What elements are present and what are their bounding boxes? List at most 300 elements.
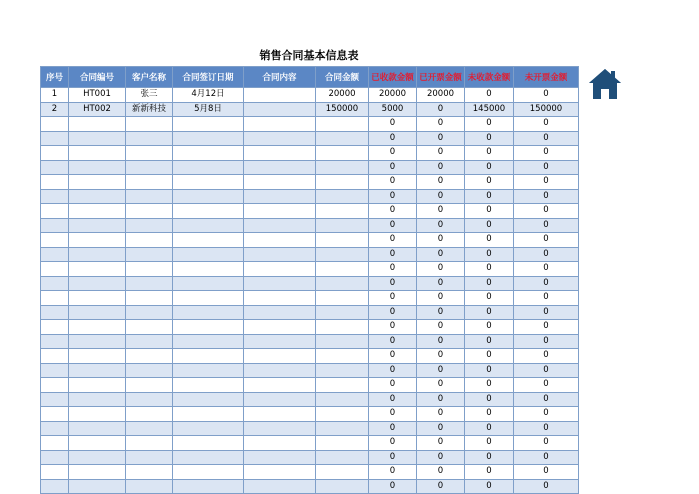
cell-customer[interactable] [126, 146, 173, 161]
cell-contract_no[interactable] [69, 276, 126, 291]
cell-amount[interactable] [316, 218, 369, 233]
cell-invoiced[interactable]: 0 [417, 392, 465, 407]
cell-contract_no[interactable] [69, 218, 126, 233]
cell-received[interactable]: 0 [369, 262, 417, 277]
cell-sign_date[interactable] [173, 131, 244, 146]
cell-received[interactable]: 0 [369, 233, 417, 248]
cell-seq[interactable] [41, 204, 69, 219]
cell-content[interactable] [244, 421, 316, 436]
cell-content[interactable] [244, 233, 316, 248]
cell-contract_no[interactable] [69, 131, 126, 146]
cell-contract_no[interactable] [69, 117, 126, 132]
cell-customer[interactable] [126, 189, 173, 204]
cell-uninvoiced[interactable]: 0 [514, 305, 579, 320]
column-header-seq[interactable]: 序号 [41, 67, 69, 88]
cell-uninvoiced[interactable]: 0 [514, 334, 579, 349]
cell-received[interactable]: 0 [369, 450, 417, 465]
cell-customer[interactable] [126, 334, 173, 349]
cell-received[interactable]: 0 [369, 160, 417, 175]
cell-customer[interactable] [126, 233, 173, 248]
cell-sign_date[interactable] [173, 160, 244, 175]
cell-amount[interactable] [316, 378, 369, 393]
cell-uninvoiced[interactable]: 0 [514, 117, 579, 132]
cell-invoiced[interactable]: 0 [417, 204, 465, 219]
cell-customer[interactable] [126, 479, 173, 494]
cell-content[interactable] [244, 160, 316, 175]
cell-unreceived[interactable]: 0 [465, 392, 514, 407]
cell-customer[interactable] [126, 218, 173, 233]
cell-seq[interactable] [41, 276, 69, 291]
cell-amount[interactable] [316, 262, 369, 277]
cell-sign_date[interactable] [173, 218, 244, 233]
cell-invoiced[interactable]: 0 [417, 334, 465, 349]
cell-unreceived[interactable]: 0 [465, 378, 514, 393]
cell-unreceived[interactable]: 0 [465, 436, 514, 451]
cell-received[interactable]: 0 [369, 247, 417, 262]
cell-amount[interactable] [316, 131, 369, 146]
cell-invoiced[interactable]: 0 [417, 247, 465, 262]
sheet-title: 销售合同基本信息表 [259, 49, 359, 62]
cell-content[interactable] [244, 320, 316, 335]
cell-received[interactable]: 0 [369, 131, 417, 146]
table-row [41, 204, 579, 219]
cell-uninvoiced[interactable]: 0 [514, 421, 579, 436]
cell-amount[interactable] [316, 334, 369, 349]
cell-unreceived[interactable]: 0 [465, 175, 514, 190]
cell-unreceived[interactable]: 0 [465, 247, 514, 262]
cell-seq[interactable] [41, 291, 69, 306]
cell-invoiced[interactable]: 0 [417, 349, 465, 364]
cell-customer[interactable]: 新新科技 [126, 102, 173, 117]
cell-content[interactable] [244, 363, 316, 378]
cell-unreceived[interactable]: 0 [465, 204, 514, 219]
cell-contract_no[interactable] [69, 421, 126, 436]
cell-contract_no[interactable] [69, 378, 126, 393]
cell-seq[interactable] [41, 189, 69, 204]
cell-unreceived[interactable]: 0 [465, 363, 514, 378]
cell-invoiced[interactable]: 0 [417, 233, 465, 248]
cell-uninvoiced[interactable]: 0 [514, 131, 579, 146]
cell-seq[interactable] [41, 131, 69, 146]
cell-content[interactable] [244, 247, 316, 262]
cell-seq[interactable] [41, 450, 69, 465]
cell-sign_date[interactable] [173, 363, 244, 378]
cell-content[interactable] [244, 102, 316, 117]
cell-content[interactable] [244, 131, 316, 146]
cell-received[interactable]: 0 [369, 175, 417, 190]
cell-seq[interactable] [41, 305, 69, 320]
cell-customer[interactable] [126, 291, 173, 306]
cell-sign_date[interactable] [173, 407, 244, 422]
cell-customer[interactable] [126, 117, 173, 132]
cell-amount[interactable] [316, 349, 369, 364]
cell-amount[interactable] [316, 175, 369, 190]
cell-customer[interactable]: 张三 [126, 88, 173, 103]
cell-sign_date[interactable] [173, 378, 244, 393]
cell-received[interactable]: 0 [369, 146, 417, 161]
cell-seq[interactable] [41, 218, 69, 233]
cell-received[interactable]: 0 [369, 291, 417, 306]
cell-content[interactable] [244, 218, 316, 233]
table-row [41, 363, 579, 378]
cell-unreceived[interactable]: 0 [465, 276, 514, 291]
column-header-unreceived[interactable]: 未收款金额 [465, 67, 514, 88]
cell-contract_no[interactable] [69, 146, 126, 161]
column-header-sign_date[interactable]: 合同签订日期 [173, 67, 244, 88]
cell-invoiced[interactable]: 20000 [417, 88, 465, 103]
cell-uninvoiced[interactable]: 150000 [514, 102, 579, 117]
cell-unreceived[interactable]: 0 [465, 465, 514, 480]
cell-uninvoiced[interactable]: 0 [514, 233, 579, 248]
cell-invoiced[interactable]: 0 [417, 436, 465, 451]
cell-received[interactable]: 0 [369, 334, 417, 349]
cell-content[interactable] [244, 189, 316, 204]
cell-uninvoiced[interactable]: 0 [514, 320, 579, 335]
cell-contract_no[interactable] [69, 392, 126, 407]
cell-customer[interactable] [126, 349, 173, 364]
cell-seq[interactable] [41, 146, 69, 161]
cell-content[interactable] [244, 175, 316, 190]
cell-uninvoiced[interactable]: 0 [514, 146, 579, 161]
cell-amount[interactable]: 20000 [316, 88, 369, 103]
cell-sign_date[interactable] [173, 450, 244, 465]
cell-received[interactable]: 5000 [369, 102, 417, 117]
cell-seq[interactable] [41, 421, 69, 436]
cell-content[interactable] [244, 392, 316, 407]
cell-unreceived[interactable]: 0 [465, 88, 514, 103]
cell-seq[interactable] [41, 465, 69, 480]
cell-customer[interactable] [126, 262, 173, 277]
cell-invoiced[interactable]: 0 [417, 305, 465, 320]
cell-received[interactable]: 0 [369, 320, 417, 335]
cell-contract_no[interactable] [69, 189, 126, 204]
column-header-amount[interactable]: 合同金额 [316, 67, 369, 88]
cell-sign_date[interactable] [173, 204, 244, 219]
cell-seq[interactable] [41, 233, 69, 248]
cell-unreceived[interactable]: 0 [465, 189, 514, 204]
cell-contract_no[interactable] [69, 233, 126, 248]
cell-seq[interactable] [41, 392, 69, 407]
table-row [41, 479, 579, 494]
cell-uninvoiced[interactable]: 0 [514, 218, 579, 233]
cell-unreceived[interactable]: 0 [465, 131, 514, 146]
column-header-customer[interactable]: 客户名称 [126, 67, 173, 88]
cell-received[interactable]: 0 [369, 465, 417, 480]
cell-seq[interactable] [41, 407, 69, 422]
cell-customer[interactable] [126, 175, 173, 190]
cell-customer[interactable] [126, 131, 173, 146]
cell-contract_no[interactable] [69, 450, 126, 465]
cell-unreceived[interactable]: 0 [465, 218, 514, 233]
cell-customer[interactable] [126, 421, 173, 436]
cell-seq[interactable] [41, 262, 69, 277]
cell-amount[interactable]: 150000 [316, 102, 369, 117]
cell-sign_date[interactable] [173, 262, 244, 277]
cell-amount[interactable] [316, 204, 369, 219]
cell-sign_date[interactable] [173, 320, 244, 335]
cell-seq[interactable] [41, 334, 69, 349]
cell-content[interactable] [244, 378, 316, 393]
cell-invoiced[interactable]: 0 [417, 218, 465, 233]
cell-seq[interactable] [41, 175, 69, 190]
cell-sign_date[interactable] [173, 479, 244, 494]
table-row [41, 160, 579, 175]
cell-sign_date[interactable] [173, 334, 244, 349]
cell-sign_date[interactable] [173, 305, 244, 320]
table-row [41, 320, 579, 335]
cell-received[interactable]: 0 [369, 276, 417, 291]
cell-contract_no[interactable] [69, 160, 126, 175]
cell-uninvoiced[interactable]: 0 [514, 204, 579, 219]
cell-customer[interactable] [126, 160, 173, 175]
cell-received[interactable]: 0 [369, 189, 417, 204]
cell-seq[interactable] [41, 378, 69, 393]
cell-uninvoiced[interactable]: 0 [514, 363, 579, 378]
cell-invoiced[interactable]: 0 [417, 131, 465, 146]
cell-amount[interactable] [316, 479, 369, 494]
cell-content[interactable] [244, 450, 316, 465]
cell-amount[interactable] [316, 465, 369, 480]
cell-sign_date[interactable] [173, 247, 244, 262]
cell-uninvoiced[interactable]: 0 [514, 276, 579, 291]
cell-sign_date[interactable] [173, 421, 244, 436]
cell-unreceived[interactable]: 0 [465, 320, 514, 335]
cell-amount[interactable] [316, 117, 369, 132]
cell-amount[interactable] [316, 392, 369, 407]
cell-uninvoiced[interactable]: 0 [514, 262, 579, 277]
cell-content[interactable] [244, 204, 316, 219]
cell-amount[interactable] [316, 305, 369, 320]
cell-unreceived[interactable]: 0 [465, 407, 514, 422]
cell-seq[interactable] [41, 160, 69, 175]
cell-uninvoiced[interactable]: 0 [514, 291, 579, 306]
cell-received[interactable]: 0 [369, 479, 417, 494]
cell-amount[interactable] [316, 160, 369, 175]
cell-content[interactable] [244, 276, 316, 291]
cell-invoiced[interactable]: 0 [417, 378, 465, 393]
cell-customer[interactable] [126, 247, 173, 262]
cell-customer[interactable] [126, 392, 173, 407]
cell-unreceived[interactable]: 0 [465, 233, 514, 248]
cell-amount[interactable] [316, 320, 369, 335]
cell-unreceived[interactable]: 0 [465, 291, 514, 306]
cell-amount[interactable] [316, 233, 369, 248]
table-row [41, 349, 579, 364]
cell-invoiced[interactable]: 0 [417, 291, 465, 306]
cell-sign_date[interactable] [173, 349, 244, 364]
cell-sign_date[interactable] [173, 146, 244, 161]
cell-sign_date[interactable] [173, 276, 244, 291]
cell-contract_no[interactable] [69, 407, 126, 422]
cell-seq[interactable]: 2 [41, 102, 69, 117]
cell-unreceived[interactable]: 0 [465, 450, 514, 465]
cell-sign_date[interactable] [173, 392, 244, 407]
cell-content[interactable] [244, 291, 316, 306]
cell-customer[interactable] [126, 305, 173, 320]
cell-content[interactable] [244, 465, 316, 480]
cell-uninvoiced[interactable]: 0 [514, 175, 579, 190]
cell-unreceived[interactable]: 145000 [465, 102, 514, 117]
cell-uninvoiced[interactable]: 0 [514, 247, 579, 262]
cell-amount[interactable] [316, 407, 369, 422]
cell-unreceived[interactable]: 0 [465, 262, 514, 277]
cell-contract_no[interactable] [69, 436, 126, 451]
cell-content[interactable] [244, 88, 316, 103]
cell-invoiced[interactable]: 0 [417, 160, 465, 175]
cell-contract_no[interactable] [69, 247, 126, 262]
cell-content[interactable] [244, 305, 316, 320]
cell-received[interactable]: 0 [369, 305, 417, 320]
cell-received[interactable]: 0 [369, 117, 417, 132]
cell-seq[interactable] [41, 363, 69, 378]
cell-sign_date[interactable]: 5月8日 [173, 102, 244, 117]
cell-uninvoiced[interactable]: 0 [514, 88, 579, 103]
table-row [41, 175, 579, 190]
cell-content[interactable] [244, 146, 316, 161]
cell-contract_no[interactable] [69, 320, 126, 335]
cell-contract_no[interactable] [69, 465, 126, 480]
cell-content[interactable] [244, 407, 316, 422]
cell-contract_no[interactable] [69, 334, 126, 349]
cell-seq[interactable] [41, 349, 69, 364]
cell-amount[interactable] [316, 276, 369, 291]
cell-sign_date[interactable] [173, 465, 244, 480]
cell-invoiced[interactable]: 0 [417, 363, 465, 378]
cell-invoiced[interactable]: 0 [417, 189, 465, 204]
cell-unreceived[interactable]: 0 [465, 117, 514, 132]
cell-sign_date[interactable] [173, 189, 244, 204]
cell-sign_date[interactable] [173, 117, 244, 132]
cell-amount[interactable] [316, 363, 369, 378]
cell-received[interactable]: 0 [369, 378, 417, 393]
contract-table [40, 66, 579, 494]
cell-seq[interactable]: 1 [41, 88, 69, 103]
cell-customer[interactable] [126, 378, 173, 393]
cell-content[interactable] [244, 262, 316, 277]
cell-content[interactable] [244, 349, 316, 364]
cell-invoiced[interactable]: 0 [417, 407, 465, 422]
cell-received[interactable]: 0 [369, 421, 417, 436]
cell-contract_no[interactable]: HT001 [69, 88, 126, 103]
cell-amount[interactable] [316, 146, 369, 161]
home-button[interactable] [587, 67, 623, 101]
cell-invoiced[interactable]: 0 [417, 320, 465, 335]
cell-uninvoiced[interactable]: 0 [514, 450, 579, 465]
cell-amount[interactable] [316, 450, 369, 465]
cell-received[interactable]: 0 [369, 218, 417, 233]
cell-content[interactable] [244, 334, 316, 349]
cell-contract_no[interactable] [69, 349, 126, 364]
cell-content[interactable] [244, 117, 316, 132]
cell-received[interactable]: 0 [369, 363, 417, 378]
cell-unreceived[interactable]: 0 [465, 146, 514, 161]
cell-customer[interactable] [126, 407, 173, 422]
cell-sign_date[interactable] [173, 175, 244, 190]
cell-invoiced[interactable]: 0 [417, 262, 465, 277]
cell-amount[interactable] [316, 189, 369, 204]
cell-contract_no[interactable] [69, 175, 126, 190]
cell-invoiced[interactable]: 0 [417, 175, 465, 190]
cell-sign_date[interactable] [173, 436, 244, 451]
cell-received[interactable]: 20000 [369, 88, 417, 103]
cell-sign_date[interactable]: 4月12日 [173, 88, 244, 103]
cell-customer[interactable] [126, 320, 173, 335]
cell-received[interactable]: 0 [369, 204, 417, 219]
cell-contract_no[interactable] [69, 363, 126, 378]
cell-invoiced[interactable]: 0 [417, 479, 465, 494]
column-header-invoiced[interactable]: 已开票金额 [417, 67, 465, 88]
cell-amount[interactable] [316, 421, 369, 436]
cell-received[interactable]: 0 [369, 407, 417, 422]
cell-seq[interactable] [41, 247, 69, 262]
cell-seq[interactable] [41, 320, 69, 335]
cell-content[interactable] [244, 436, 316, 451]
cell-seq[interactable] [41, 479, 69, 494]
cell-invoiced[interactable]: 0 [417, 421, 465, 436]
cell-uninvoiced[interactable]: 0 [514, 349, 579, 364]
cell-received[interactable]: 0 [369, 349, 417, 364]
cell-invoiced[interactable]: 0 [417, 117, 465, 132]
cell-customer[interactable] [126, 204, 173, 219]
column-header-contract_no[interactable]: 合同编号 [69, 67, 126, 88]
cell-unreceived[interactable]: 0 [465, 334, 514, 349]
cell-seq[interactable] [41, 117, 69, 132]
cell-invoiced[interactable]: 0 [417, 465, 465, 480]
cell-customer[interactable] [126, 450, 173, 465]
cell-invoiced[interactable]: 0 [417, 276, 465, 291]
column-header-received[interactable]: 已收款金额 [369, 67, 417, 88]
cell-contract_no[interactable] [69, 305, 126, 320]
cell-unreceived[interactable]: 0 [465, 305, 514, 320]
cell-received[interactable]: 0 [369, 436, 417, 451]
cell-unreceived[interactable]: 0 [465, 160, 514, 175]
cell-unreceived[interactable]: 0 [465, 421, 514, 436]
cell-invoiced[interactable]: 0 [417, 102, 465, 117]
cell-amount[interactable] [316, 436, 369, 451]
cell-contract_no[interactable] [69, 479, 126, 494]
cell-unreceived[interactable]: 0 [465, 349, 514, 364]
cell-invoiced[interactable]: 0 [417, 450, 465, 465]
cell-invoiced[interactable]: 0 [417, 146, 465, 161]
column-header-content[interactable]: 合同内容 [244, 67, 316, 88]
cell-uninvoiced[interactable]: 0 [514, 407, 579, 422]
cell-sign_date[interactable] [173, 291, 244, 306]
cell-uninvoiced[interactable]: 0 [514, 436, 579, 451]
cell-customer[interactable] [126, 465, 173, 480]
column-header-uninvoiced[interactable]: 未开票金额 [514, 67, 579, 88]
cell-amount[interactable] [316, 247, 369, 262]
cell-contract_no[interactable]: HT002 [69, 102, 126, 117]
cell-sign_date[interactable] [173, 233, 244, 248]
cell-content[interactable] [244, 479, 316, 494]
cell-amount[interactable] [316, 291, 369, 306]
cell-uninvoiced[interactable]: 0 [514, 465, 579, 480]
cell-uninvoiced[interactable]: 0 [514, 392, 579, 407]
cell-uninvoiced[interactable]: 0 [514, 479, 579, 494]
cell-customer[interactable] [126, 363, 173, 378]
cell-contract_no[interactable] [69, 262, 126, 277]
cell-uninvoiced[interactable]: 0 [514, 160, 579, 175]
cell-uninvoiced[interactable]: 0 [514, 378, 579, 393]
cell-customer[interactable] [126, 276, 173, 291]
cell-contract_no[interactable] [69, 204, 126, 219]
cell-seq[interactable] [41, 436, 69, 451]
cell-uninvoiced[interactable]: 0 [514, 189, 579, 204]
cell-unreceived[interactable]: 0 [465, 479, 514, 494]
cell-customer[interactable] [126, 436, 173, 451]
cell-received[interactable]: 0 [369, 392, 417, 407]
cell-contract_no[interactable] [69, 291, 126, 306]
